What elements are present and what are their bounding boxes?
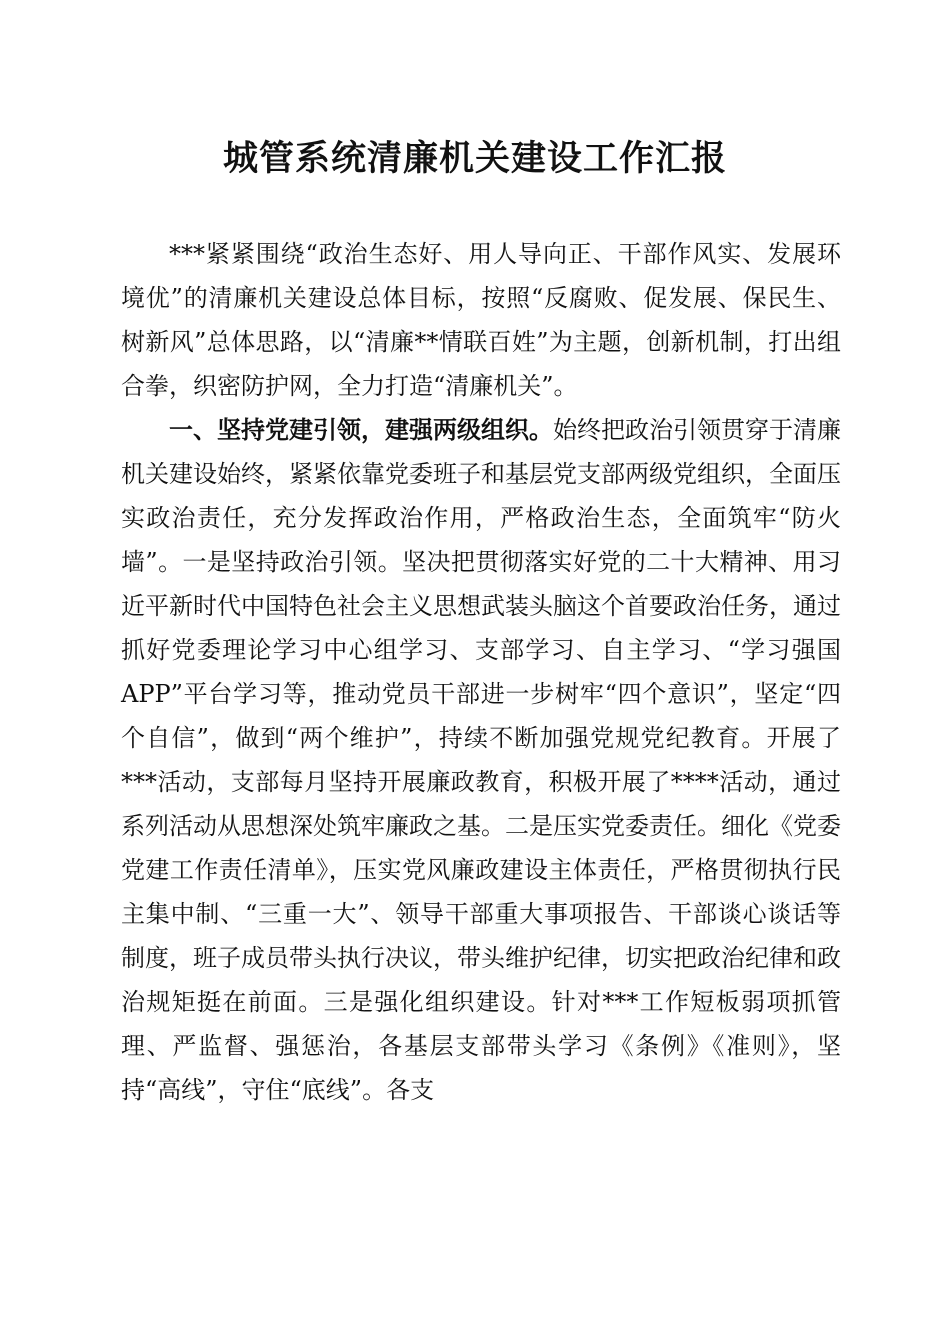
paragraph-intro-text: ***紧紧围绕“政治生态好、用人导向正、干部作风实、发展环境优”的清廉机关建设总体目标，按照“反腐败、促发展、保民生、树新风”总体思路，以“清廉**情联百姓”为主题，创新机制，打出组合拳，织密防护网，全力打造“清廉机关”。 (121, 240, 841, 400)
document-body (121, 232, 841, 1112)
document-title: 城管系统清廉机关建设工作汇报 (222, 138, 727, 179)
section-one-text: 始终把政治引领贯穿于清廉机关建设始终，紧紧依靠党委班子和基层党支部两级党组织，全面压实政治责任，充分发挥政治作用，严格政治生态，全面筑牢“防火墙”。一是坚持政治引领。坚决把贯彻落实好党的二十大精神、用习近平新时代中国特色社会主义思想武装头脑这个首要政治任务，通过抓好党委理论学习中心组学习、支部学习、自主学习、“学习强国APP”平台学习等，推动党员干部进一步树牢“四个意识”，坚定“四个自信”，做到“两个维护”，持续不断加强党规党纪教育。开展了***活动，支部每月坚持开展廉政教育，积极开展了****活动，通过系列活动从思想深处筑牢廉政之基。二是压实党委责任。细化《党委党建工作责任清单》，压实党风廉政建设主体责任，严格贯彻执行民主集中制、“三重一大”、领导干部重大事项报告、干部谈心谈话等制度，班子成员带头执行决议，带头维护纪律，切实把政治纪律和政治规矩挺在前面。三是强化组织建设。针对***工作短板弱项抓管理、严监督、强惩治，各基层支部带头学习《条例》《准则》，坚持“高线”，守住“底线”。各支 (121, 416, 841, 1104)
paragraph-section-one (121, 408, 841, 1112)
paragraph-intro (121, 232, 841, 408)
section-one-heading: 一、坚持党建引领，建强两级组织。 (169, 416, 553, 444)
